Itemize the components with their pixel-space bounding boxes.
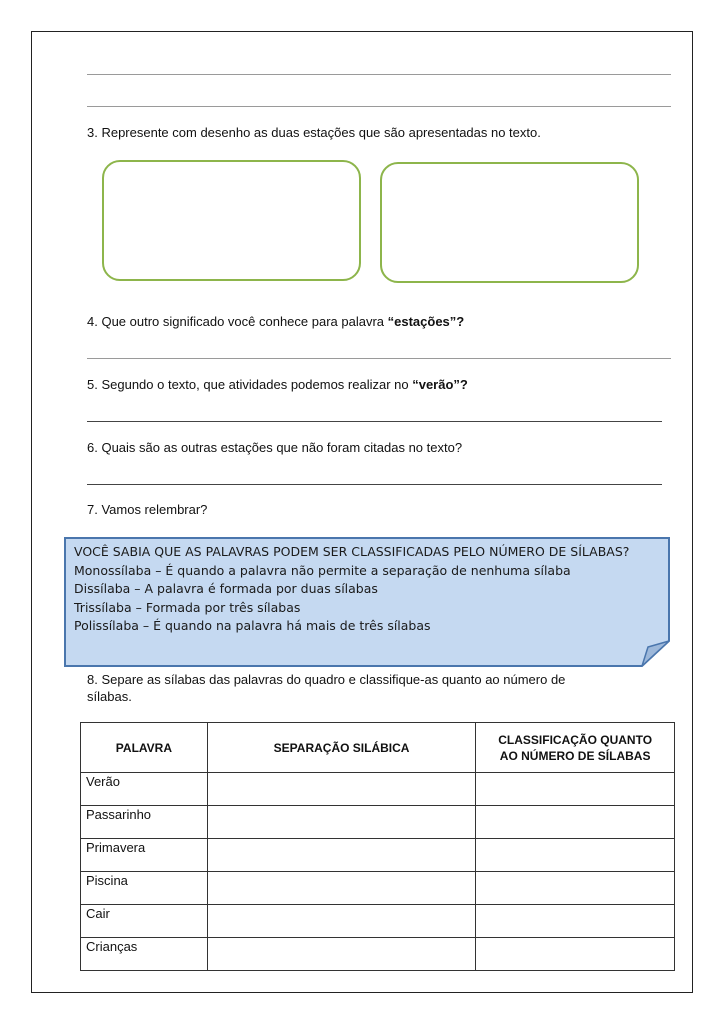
table-row [81,872,675,905]
separation-cell[interactable] [207,938,475,971]
syllable-table [80,722,675,971]
table-row [81,806,675,839]
answer-line[interactable] [87,106,671,107]
table-row [81,839,675,872]
header-palavra: PALAVRA [81,723,208,773]
header-classificacao [476,723,675,773]
classification-cell[interactable] [476,938,675,971]
question-5-keyword: “verão”? [412,377,468,392]
separation-cell[interactable] [207,872,475,905]
info-line-polissilaba: Polissílaba – É quando na palavra há mais de três sílabas [74,618,431,633]
question-8-line-1: 8. Separe as sílabas das palavras do quadro e classifique-as quanto ao número de [87,672,566,687]
word-cell: Crianças [81,938,208,971]
separation-cell[interactable] [207,905,475,938]
question-8 [87,671,565,705]
separation-cell[interactable] [207,806,475,839]
separation-cell[interactable] [207,773,475,806]
info-line-dissilaba: Dissílaba – A palavra é formada por duas sílabas [74,581,378,596]
word-cell: Cair [81,905,208,938]
info-box [64,537,670,667]
word-cell: Passarinho [81,806,208,839]
answer-line[interactable] [87,421,662,422]
classification-cell[interactable] [476,872,675,905]
header-classificacao-line-1: CLASSIFICAÇÃO QUANTO [498,732,653,747]
info-line-monossilaba: Monossílaba – É quando a palavra não permite a separação de nenhuma sílaba [74,562,571,578]
header-separacao: SEPARAÇÃO SILÁBICA [207,723,475,773]
question-8-line-2: sílabas. [87,689,132,704]
header-classificacao-line-2: AO NÚMERO DE SÍLABAS [499,748,651,763]
answer-line[interactable] [87,358,671,359]
question-5 [87,376,468,393]
question-7: 7. Vamos relembrar? [87,502,208,517]
table-row [81,905,675,938]
word-cell: Primavera [81,839,208,872]
classification-cell[interactable] [476,806,675,839]
word-cell: Piscina [81,872,208,905]
question-4-text: 4. Que outro significado você conhece para palavra [87,314,388,329]
table-header-row [81,723,675,773]
table-row [81,773,675,806]
question-6: 6. Quais são as outras estações que não foram citadas no texto? [87,440,463,455]
answer-line[interactable] [87,484,662,485]
question-3: 3. Represente com desenho as duas estações que são apresentadas no texto. [87,125,541,140]
word-cell: Verão [81,773,208,806]
classification-cell[interactable] [476,839,675,872]
answer-line[interactable] [87,74,671,75]
info-heading: VOCÊ SABIA QUE AS PALAVRAS PODEM SER CLASSIFICADAS PELO NÚMERO DE SÍLABAS? [74,544,630,559]
table-row [81,938,675,971]
question-5-text: 5. Segundo o texto, que atividades podemos realizar no [87,377,413,392]
separation-cell[interactable] [207,839,475,872]
info-line-trissilaba: Trissílaba – Formada por três sílabas [74,599,301,615]
info-box-text [74,543,629,636]
classification-cell[interactable] [476,773,675,806]
question-4-keyword: “estações”? [387,314,465,329]
question-4 [87,313,464,330]
drawing-box-2[interactable] [380,162,639,283]
drawing-box-1[interactable] [102,160,361,281]
classification-cell[interactable] [476,905,675,938]
